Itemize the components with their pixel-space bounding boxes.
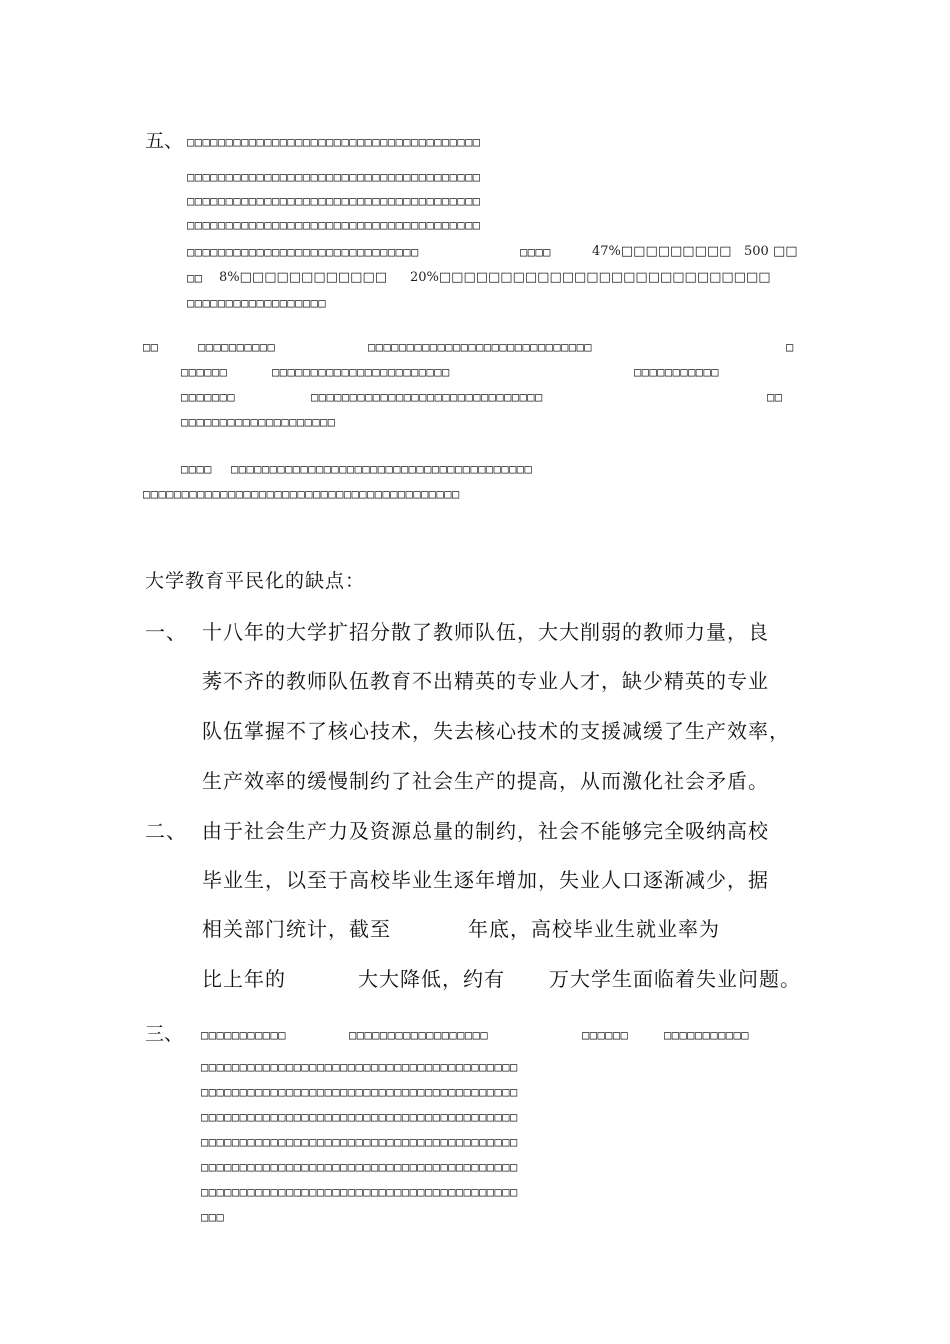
- section-5-line-4c: 47%□□□□□□□□□: [592, 244, 732, 259]
- disadvantages-heading: 大学教育平民化的缺点：: [145, 570, 366, 592]
- section-5-line-4a: □□□□□□□□□□□□□□□□□□□□□□□□□□□□□□: [187, 245, 419, 259]
- item-2-line-2b: 年底，高校毕业生就业率为: [468, 917, 720, 941]
- section-6-line-0b: □□□□□□□□□□: [198, 340, 276, 354]
- item-2-line-1: 毕业生，以至于高校毕业生逐年增加，失业人口逐渐减少，据: [202, 868, 769, 892]
- section-6-line-0a: □□: [143, 340, 159, 354]
- section-3-line-1: □□□□□□□□□□□□□□□□□□□□□□□□□□□□□□□□□□□□□□□□□: [201, 1060, 518, 1074]
- section-3-line-0a: □□□□□□□□□□□: [201, 1028, 286, 1042]
- item-2-marker: 二、: [145, 819, 187, 843]
- section-7-line-1: □□□□□□□□□□□□□□□□□□□□□□□□□□□□□□□□□□□□□□□□□: [143, 487, 460, 501]
- item-2-line-2a: 相关部门统计，截至: [202, 917, 391, 941]
- item-2-line-3a: 比上年的: [202, 967, 286, 991]
- item-2-line-3c: 万大学生面临着失业问题。: [549, 967, 801, 991]
- section-3-line-last: □□□: [201, 1210, 225, 1224]
- section-5-line-6: □□□□□□□□□□□□□□□□□□: [187, 296, 327, 310]
- item-1-line-1: 莠不齐的教师队伍教育不出精英的专业人才，缺少精英的专业: [202, 669, 769, 693]
- section-5-line-0: □□□□□□□□□□□□□□□□□□□□□□□□□□□□□□□□□□□□□□: [187, 135, 481, 149]
- section-3-line-5: □□□□□□□□□□□□□□□□□□□□□□□□□□□□□□□□□□□□□□□□□: [201, 1160, 518, 1174]
- item-1-marker: 一、: [145, 620, 187, 644]
- section-5-line-1: □□□□□□□□□□□□□□□□□□□□□□□□□□□□□□□□□□□□□□: [187, 170, 481, 184]
- section-5-line-5c: 20%□□□□□□□□□□□□□□□□□□□□□□□□□□□: [410, 270, 771, 285]
- section-7-line-0a: □□□□: [181, 462, 212, 476]
- section-5-line-5a: □□: [187, 271, 203, 285]
- section-6-line-1c: □□□□□□□□□□□: [634, 365, 719, 379]
- section-3-line-4: □□□□□□□□□□□□□□□□□□□□□□□□□□□□□□□□□□□□□□□□□: [201, 1135, 518, 1149]
- section-3-line-3: □□□□□□□□□□□□□□□□□□□□□□□□□□□□□□□□□□□□□□□□□: [201, 1110, 518, 1124]
- item-1-line-2: 队伍掌握不了核心技术，失去核心技术的支援减缓了生产效率，: [202, 719, 790, 743]
- item-2-line-0: 由于社会生产力及资源总量的制约，社会不能够完全吸纳高校: [202, 819, 769, 843]
- section-3-line-0b: □□□□□□□□□□□□□□□□□□: [349, 1028, 489, 1042]
- section-6-line-0c: □□□□□□□□□□□□□□□□□□□□□□□□□□□□□: [368, 340, 593, 354]
- section-6-line-3: □□□□□□□□□□□□□□□□□□□□: [181, 415, 336, 429]
- section-6-line-1b: □□□□□□□□□□□□□□□□□□□□□□□: [272, 365, 450, 379]
- section-6-line-2b: □□□□□□□□□□□□□□□□□□□□□□□□□□□□□□: [311, 390, 543, 404]
- section-6-line-2a: □□□□□□□: [181, 390, 236, 404]
- section-6-line-1a: □□□□□□: [181, 365, 228, 379]
- section-6-line-0d: □: [786, 340, 794, 354]
- section-5-line-3: □□□□□□□□□□□□□□□□□□□□□□□□□□□□□□□□□□□□□□: [187, 218, 481, 232]
- section-7-line-0b: □□□□□□□□□□□□□□□□□□□□□□□□□□□□□□□□□□□□□□□: [231, 462, 533, 476]
- item-1-line-0: 十八年的大学扩招分散了教师队伍，大大削弱的教师力量，良: [202, 620, 769, 644]
- section-5-marker: 五、: [145, 130, 184, 152]
- section-3-marker: 三、: [145, 1023, 184, 1045]
- section-5-line-4b: □□□□: [520, 245, 551, 259]
- section-5-line-5b: 8%□□□□□□□□□□□□: [219, 270, 388, 285]
- section-5-line-4d: 500 □□: [744, 244, 798, 259]
- item-1-line-3: 生产效率的缓慢制约了社会生产的提高，从而激化社会矛盾。: [202, 769, 769, 793]
- section-3-line-0c: □□□□□□: [582, 1028, 629, 1042]
- section-6-line-2c: □□: [767, 390, 783, 404]
- section-5-line-2: □□□□□□□□□□□□□□□□□□□□□□□□□□□□□□□□□□□□□□: [187, 194, 481, 208]
- item-2-line-3b: 大大降低，约有: [358, 967, 505, 991]
- section-3-line-2: □□□□□□□□□□□□□□□□□□□□□□□□□□□□□□□□□□□□□□□□□: [201, 1085, 518, 1099]
- section-3-line-6: □□□□□□□□□□□□□□□□□□□□□□□□□□□□□□□□□□□□□□□□□: [201, 1185, 518, 1199]
- section-3-line-0d: □□□□□□□□□□□: [664, 1028, 749, 1042]
